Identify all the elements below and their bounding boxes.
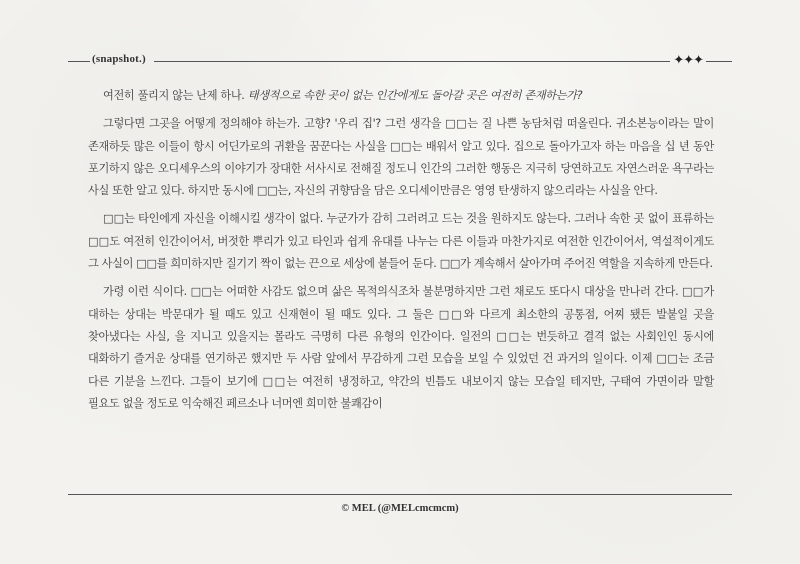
paragraph-2: 그렇다면 그곳을 어떻게 정의해야 하는가. 고향? '우리 집'? 그런 생각을 □□는 질 나쁜 농담처럼 떠올린다. 귀소본능이라는 말이 존재하듯 많은 이들이 항시 어딘가로의 귀환을 꿈꾼다는 사실을 □□는 배워서 알고 있다. 집으로 돌아가고자 하는 마음을 십 년 동안 포기하지 않은 오디세우스의 이야기가 장대한 서사시로 전해질 정도니 인간의 그러한 행동은 지극히 당연하고도 자연스러운 욕구라는 사실 또한 알고 있다. 하지만 동시에 □□는, 자신의 귀향담을 담은 오디세이만큼은 영영 탄생하지 않으리라는 사실을 안다.	[88, 117, 714, 198]
sparkle-stars-icon: ✦✦✦	[670, 52, 706, 70]
paragraph-1-lead: 여전히 풀리지 않는 난제 하나.	[103, 89, 248, 102]
paragraph-4: 가령 이런 식이다. □□는 어떠한 사감도 없으며 삶은 목적의식조차 불분명하지만 그런 채로도 또다시 대상을 만나러 간다. □□가 대하는 상대는 박문대가 될 때도 있고 신재현이 될 때도 있다. 그 둘은 □□와 다르게 최소한의 공통점, 어찌 됐든 발붙일 곳을 찾아냈다는 사실, 을 지니고 있을지는 몰라도 극명히 다른 유형의 인간이다. 일전의 □□는 번듯하고 결격 없는 사회인인 동시에 대화하기 즐거운 상대를 연기하곤 했지만 두 사람 앞에서 무감하게 그런 모습을 보일 수 있었던 건 과거의 일이다. 이제 □□는 조금 다른 기분을 느낀다. 그들이 보기에 □□는 여전히 냉정하고, 약간의 빈틈도 내보이지 않는 모습일 테지만, 구태여 가면이라 말할 필요도 없을 정도로 익숙해진 페르소나 너머엔 희미한 불쾌감이	[88, 285, 714, 410]
paragraph-1	[88, 85, 714, 107]
paragraph-3: □□는 타인에게 자신을 이해시킬 생각이 없다. 누군가가 감히 그러려고 드는 것을 원하지도 않는다. 그러나 속한 곳 없이 표류하는 □□도 여전히 인간이어서, 버젓한 뿌리가 있고 타인과 쉽게 유대를 나누는 다른 이들과 마찬가지로 여전한 인간이어서, 역설적이게도 그 사실이 □□를 희미하지만 질기기 짝이 없는 끈으로 세상에 붙들어 둔다. □□가 계속해서 살아가며 주어진 역할을 지속하게 만든다.	[88, 212, 714, 271]
body-text	[88, 85, 714, 421]
footer-rule	[68, 494, 732, 495]
footer-credit: © MEL (@MELcmcmcm)	[341, 503, 459, 514]
header	[68, 52, 732, 70]
paragraph-1-emphasis: 태생적으로 속한 곳이 없는 인간에게도 돌아갈 곳은 여전히 존재하는가?	[247, 89, 583, 102]
header-rule	[154, 61, 732, 62]
header-label: (snapshot.)	[92, 53, 146, 65]
header-rule-left	[68, 61, 90, 62]
